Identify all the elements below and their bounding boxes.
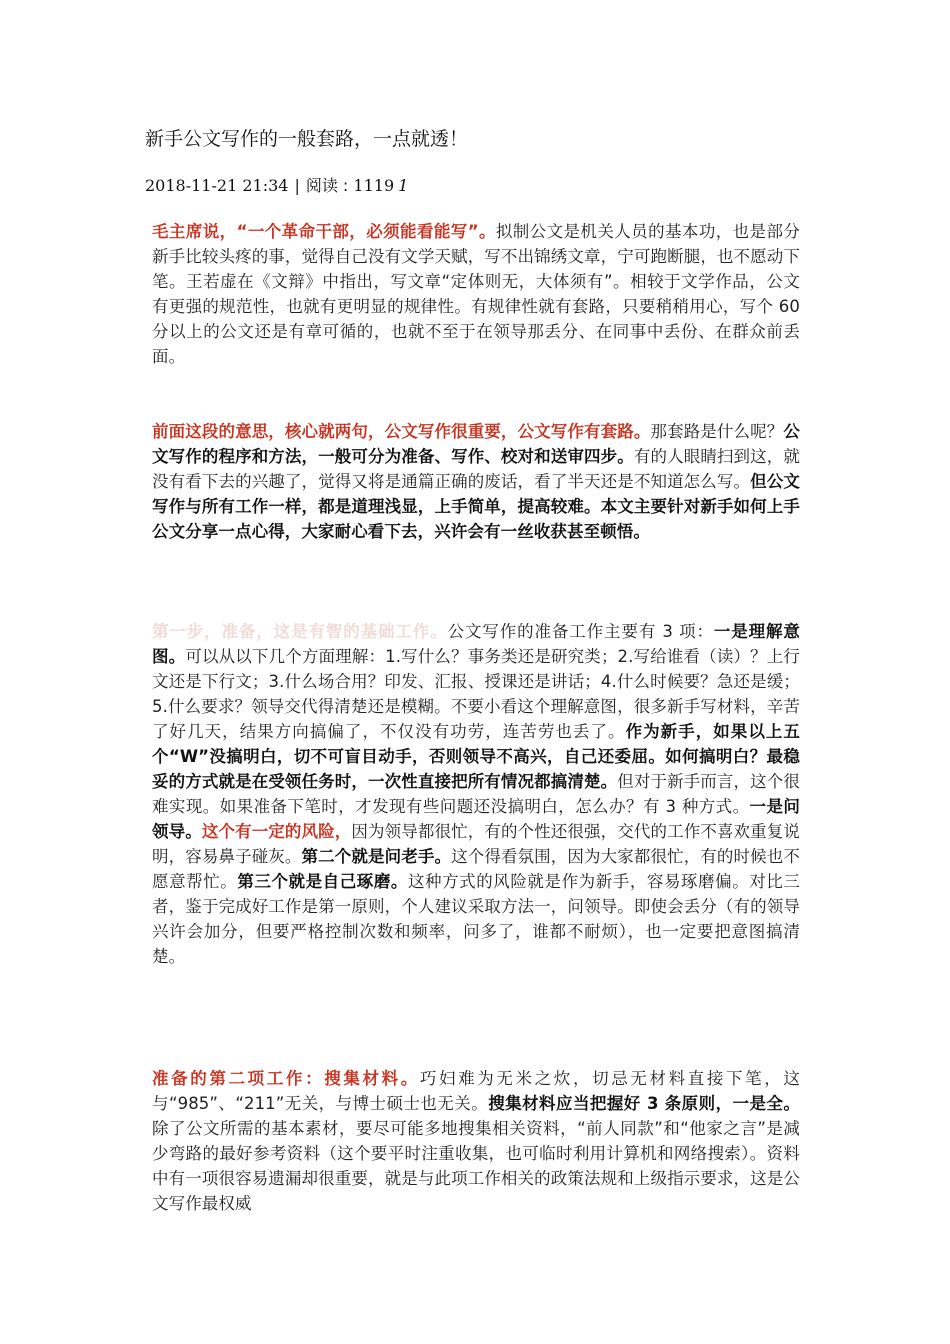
meta-separator: | bbox=[294, 176, 300, 195]
paragraph-segment: 那套路是什么呢？ bbox=[650, 422, 784, 441]
paragraph-segment: 可以从以下几个方面理解：1.写什么？事务类还是研究类；2.写给谁看（读）？上行文还是下行文；3.什么场合用？印发、汇报、授课还是讲话；4.什么时候要？急还是缓；5.什么要求？领导交代得清楚还是模糊。不要小看这个理解意图，很多新手写材料，辛苦了好几天，结果方向搞偏了，不仅没有功劳，连苦劳也丢了。 bbox=[152, 647, 801, 741]
paragraph-segment: 除了公文所需的基本素材，要尽可能多地搜集相关资料，“前人同款”和“他家之言”是减少弯路的最好参考资料（这个要平时注重收集，也可临时利用计算机和网络搜索）。资料中有一项很容易遗漏却很重要，就是与此项工作相关的政策法规和上级指示要求，这是公文写作最权威 bbox=[152, 1119, 800, 1213]
paragraph-segment: 因为领导都很忙，有的个性还很强，交代的工作不喜欢重复说明，容易鼻子碰灰。 bbox=[152, 822, 801, 866]
publish-datetime: 2018-11-21 21:34 bbox=[145, 176, 289, 195]
paragraph-segment: 但公文写作与所有工作一样，都是道理浅显，上手简单，提高较难。本文主要针对新手如何上手公文分享一点心得，大家耐心看下去，兴许会有一丝收获甚至顿悟。 bbox=[152, 472, 800, 541]
paragraph-segment: 第三个就是自己琢磨。 bbox=[237, 872, 408, 891]
article-meta bbox=[145, 172, 408, 200]
paragraph-segment: 这个有一定的风险， bbox=[201, 822, 352, 841]
paragraph-segment: 这种方式的风险就是作为新手，容易琢磨偏。对比三者，鉴于完成好工作是第一原则，个人建议采取方法一，问领导。即使会丢分（有的领导兴许会加分，但要严格控制次数和频率，问多了，谁都不耐烦），也一定要把意图搞清楚。 bbox=[152, 872, 801, 966]
read-count: 1119 bbox=[353, 176, 395, 195]
paragraph-4 bbox=[152, 1066, 800, 1216]
paragraph-segment: 这个得看氛围，因为大家都很忙，有的时候也不愿意帮忙。 bbox=[152, 847, 800, 891]
meta-mark: 1 bbox=[398, 176, 409, 195]
paragraph-segment: 一是问领导。 bbox=[152, 797, 800, 841]
paragraph-segment: 有的人眼睛扫到这，就没有看下去的兴趣了，觉得又将是通篇正确的废话，看了半天还是不知道怎么写。 bbox=[152, 447, 800, 491]
paragraph-3 bbox=[152, 619, 800, 969]
paragraph-segment: 毛主席说，“一个革命干部，必须能看能写”。 bbox=[152, 222, 496, 241]
paragraph-segment: 搜集材料应当把握好 3 条原则，一是全。 bbox=[488, 1094, 800, 1113]
paragraph-segment: 巧妇难为无米之炊，切忌无材料直接下笔，这与“985”、“211”无关，与博士硕士也无关。 bbox=[152, 1069, 801, 1113]
paragraph-segment: 前面这段的意思，核心就两句，公文写作很重要，公文写作有套路。 bbox=[152, 422, 651, 441]
paragraph-segment: 一是理解意图。 bbox=[152, 622, 801, 666]
read-count-label: 阅读 : bbox=[305, 176, 349, 195]
paragraph-segment: 公文写作的程序和方法，一般可分为准备、写作、校对和送审四步。 bbox=[152, 422, 800, 466]
paragraph-2 bbox=[152, 419, 800, 544]
paragraph-segment: 准备的第二项工作：搜集材料。 bbox=[152, 1069, 420, 1088]
paragraph-segment: 公文写作的准备工作主要有 3 项： bbox=[447, 622, 714, 641]
paragraph-segment: 作为新手，如果以上五个“W”没搞明白，切不可盲目动手，否则领导不高兴，自己还委屈。如何搞明白？最稳妥的方式就是在受领任务时，一次性直接把所有情况都搞清楚。 bbox=[152, 722, 801, 791]
paragraph-1 bbox=[152, 219, 800, 369]
paragraph-segment: 第一步，准备，这是有智的基础工作。 bbox=[152, 622, 448, 641]
article-title: 新手公文写作的一般套路，一点就透！ bbox=[145, 128, 469, 150]
paragraph-segment: 第二个就是问老手。 bbox=[301, 847, 452, 866]
paragraph-segment: 拟制公文是机关人员的基本功，也是部分新手比较头疼的事，觉得自己没有文学天赋，写不出锦绣文章，宁可跑断腿，也不愿动下笔。王若虚在《文辩》中指出，写文章“定体则无，大体须有”。相较于文学作品，公文有更强的规范性，也就有更明显的规律性。有规律性就有套路，只要稍稍用心，写个 60 分以上的公文还是有章可循的，也就不至于在领导那丢分、在同事中丢份、在群众前丢面。 bbox=[152, 222, 800, 366]
paragraph-segment: 但对于新手而言，这个很难实现。如果准备下笔时，才发现有些问题还没搞明白，怎么办？有 3 种方式。 bbox=[152, 772, 800, 816]
